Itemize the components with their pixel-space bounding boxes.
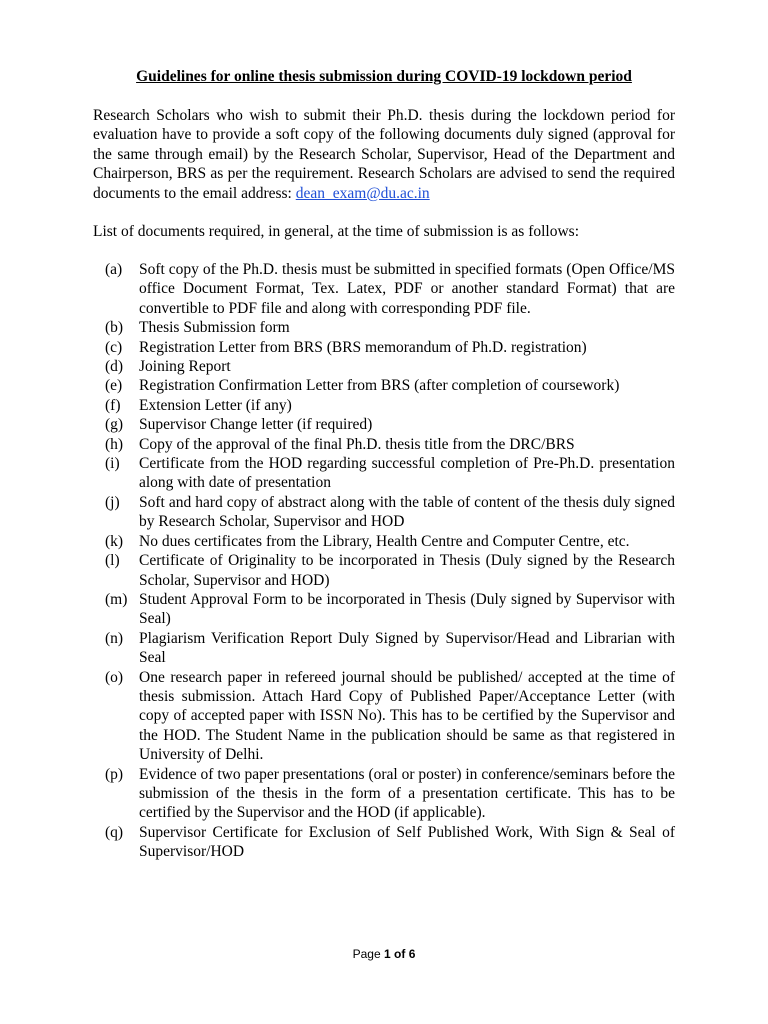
email-link[interactable]: dean_exam@du.ac.in [295, 184, 430, 202]
list-item-text: Soft and hard copy of abstract along with the table of content of the thesis duly signed by Research Scholar, Supervisor and HOD [139, 493, 675, 531]
list-item-text: Copy of the approval of the final Ph.D. thesis title from the DRC/BRS [139, 435, 575, 453]
list-item-label: (g) [105, 416, 124, 434]
list-item-text: Certificate from the HOD regarding successful completion of Pre-Ph.D. presentation along with date of presentation [139, 455, 675, 492]
list-item [93, 415, 675, 434]
list-item-text: Supervisor Certificate for Exclusion of Self Published Work, With Sign & Seal of Supervisor/HOD [139, 823, 675, 861]
list-item [93, 357, 675, 376]
list-item [93, 376, 675, 395]
intro-paragraph [93, 106, 675, 203]
list-item-label: (q) [105, 823, 124, 841]
list-item-label: (p) [105, 765, 124, 783]
list-intro: List of documents required, in general, at the time of submission is as follows: [93, 223, 580, 240]
list-item [93, 338, 675, 357]
list-item-label: (b) [105, 319, 124, 337]
list-item-label: (o) [105, 668, 124, 686]
list-item [93, 260, 675, 318]
list-item-text: Supervisor Change letter (if required) [139, 416, 373, 434]
list-item-label: (d) [105, 358, 124, 376]
list-item-label: (e) [105, 377, 123, 395]
document-title: Guidelines for online thesis submission during COVID-19 lockdown period [136, 68, 632, 85]
intro-text: Research Scholars who wish to submit their Ph.D. thesis during the lockdown period for evaluation have to provide a soft copy of the following documents duly signed (approval for the same through email) by the Research Scholar, Supervisor, Head of the Department and Chairperson, BRS as per the requirement. Research Scholars are advised to send the required documents to the email address: [93, 107, 675, 202]
list-item [93, 493, 675, 532]
list-item [93, 823, 675, 862]
list-item-label: (a) [105, 261, 123, 278]
list-item [93, 396, 675, 415]
list-item-text: Soft copy of the Ph.D. thesis must be submitted in specified formats (Open Office/MS office Document Format, Tex. Latex, PDF or another standard Format) that are convertible to PDF file and along with corresponding PDF file. [139, 261, 675, 317]
list-item-label: (m) [105, 590, 128, 608]
list-item-label: (f) [105, 396, 121, 414]
page-current: 1 [383, 947, 391, 961]
list-item [93, 435, 675, 454]
list-item [93, 629, 675, 668]
list-item-label: (l) [105, 552, 120, 570]
list-item [93, 668, 675, 765]
list-item-text: Certificate of Originality to be incorporated in Thesis (Duly signed by the Research Scholar, Supervisor and HOD) [139, 552, 675, 589]
documents-list [93, 260, 675, 862]
list-item [93, 318, 675, 337]
list-item-text: One research paper in refereed journal should be published/ accepted at the time of thesis submission. Attach Hard Copy of Published Paper/Acceptance Letter (with copy of accepted paper with ISSN No). This has to be certified by the Supervisor and the HOD. The Student Name in the publication should be same as that registered in University of Delhi. [139, 668, 675, 764]
list-item-text: Extension Letter (if any) [139, 396, 292, 414]
list-item-text: Thesis Submission form [139, 319, 290, 337]
list-item-label: (h) [105, 435, 124, 453]
page-total: 6 [408, 947, 416, 961]
page-word: Page [352, 947, 381, 961]
of-word: of [394, 947, 406, 961]
list-item-text: Student Approval Form to be incorporated in Thesis (Duly signed by Supervisor with Seal) [139, 590, 675, 628]
list-item-text: Plagiarism Verification Report Duly Signed by Supervisor/Head and Librarian with Seal [139, 629, 675, 667]
list-item [93, 532, 675, 551]
list-item-text: No dues certificates from the Library, Health Centre and Computer Centre, etc. [139, 532, 630, 550]
list-item-text: Evidence of two paper presentations (oral or poster) in conference/seminars before the submission of the thesis in the form of a presentation certificate. This has to be certified by the Supervisor and the HOD (if applicable). [139, 765, 675, 822]
list-item-label: (j) [105, 493, 120, 511]
list-item [93, 454, 675, 493]
list-item-text: Registration Confirmation Letter from BRS (after completion of coursework) [139, 377, 620, 395]
list-item-text: Joining Report [139, 358, 231, 376]
list-item [93, 765, 675, 823]
list-item-label: (k) [105, 532, 124, 550]
list-item-label: (i) [105, 455, 120, 473]
list-item [93, 551, 675, 590]
list-item-label: (n) [105, 629, 124, 647]
list-item-text: Registration Letter from BRS (BRS memorandum of Ph.D. registration) [139, 338, 587, 356]
list-item [93, 590, 675, 629]
page-footer [0, 947, 768, 961]
list-item-label: (c) [105, 338, 123, 356]
